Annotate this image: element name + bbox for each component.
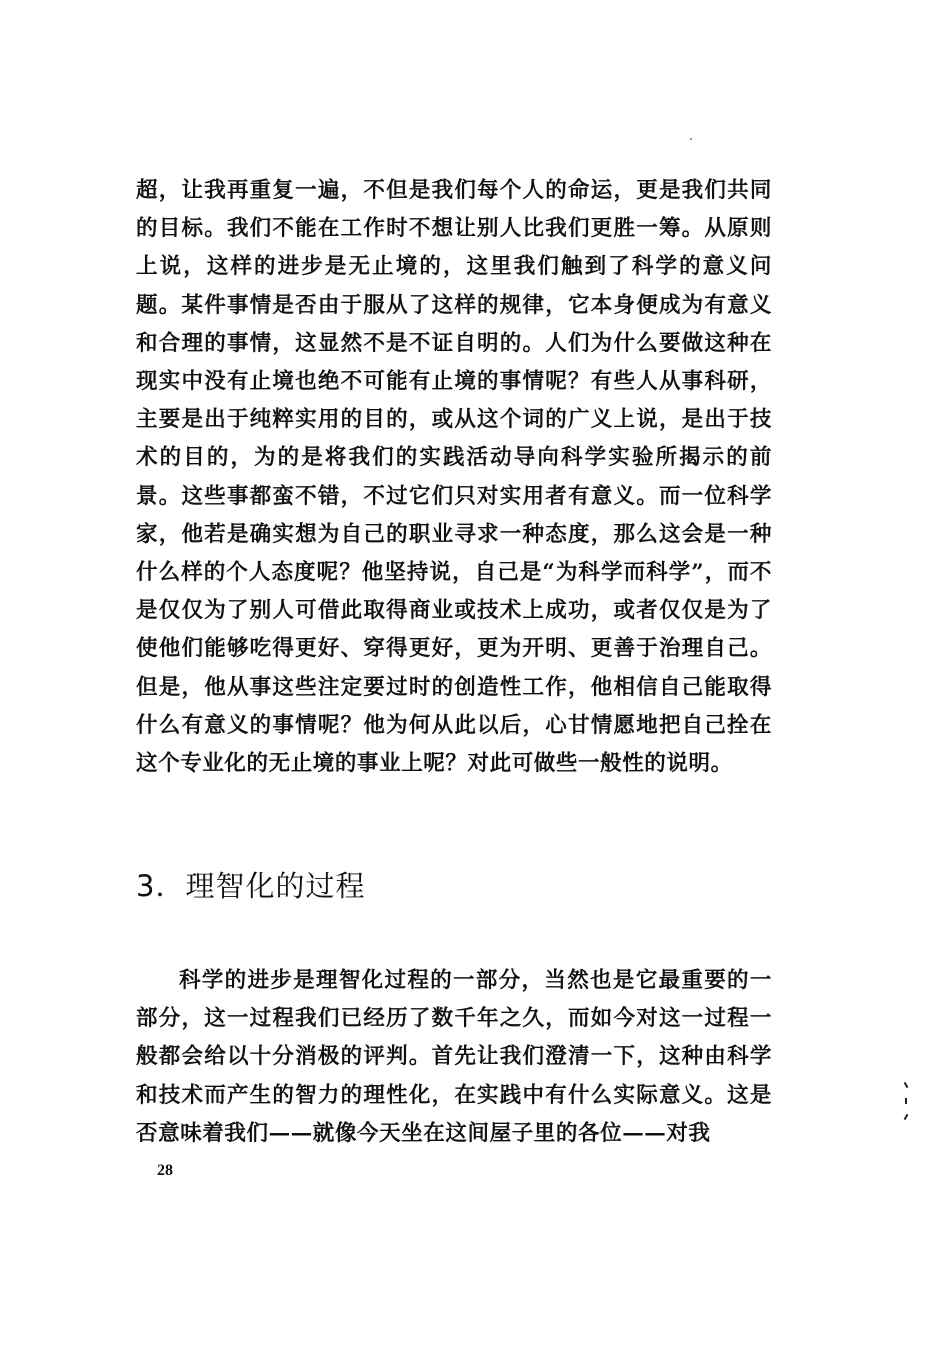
body-paragraph-2: 科学的进步是理智化过程的一部分，当然也是它最重要的一部分，这一过程我们已经历了数千年之久，而如今对这一过程一般都会给以十分消极的评判。首先让我们澄清一下，这种由科学和技术而产生的智力的理性化，在实践中有什么实际意义。这是否意味着我们——就像今天坐在这间屋子里的各位——对我 [136,968,772,1146]
body-paragraph-1: 超，让我再重复一遍，不但是我们每个人的命运，更是我们共同的目标。我们不能在工作时不想让别人比我们更胜一筹。从原则上说，这样的进步是无止境的，这里我们触到了科学的意义问题。某件事情是否由于服从了这样的规律，它本身便成为有意义和合理的事情，这显然不是不证自明的。人们为什么要做这种在现实中没有止境也绝不可能有止境的事情呢？有些人从事科研，主要是出于纯粹实用的目的，或从这个词的广义上说，是出于技术的目的，为的是将我们的实践活动导向科学实验所揭示的前景。这些事都蛮不错，不过它们只对实用者有意义。而一位科学家，他若是确实想为自己的职业寻求一种态度，那么这会是一种什么样的个人态度呢？他坚持说，自己是“为科学而科学”，而不是仅仅为了别人可借此取得商业或技术上成功，或者仅仅是为了使他们能够吃得更好、穿得更好，更为开明、更善于治理自己。但是，他从事这些注定要过时的创造性工作，他相信自己能取得什么有意义的事情呢？他为何从此以后，心甘情愿地把自己拴在这个专业化的无止境的事业上呢？对此可做些一般性的说明。 [136,178,772,777]
scan-speck [690,138,692,140]
section-heading: 3．理智化的过程 [136,869,366,903]
page-number: 28 [157,1162,173,1179]
margin-scan-marks [899,1082,913,1132]
